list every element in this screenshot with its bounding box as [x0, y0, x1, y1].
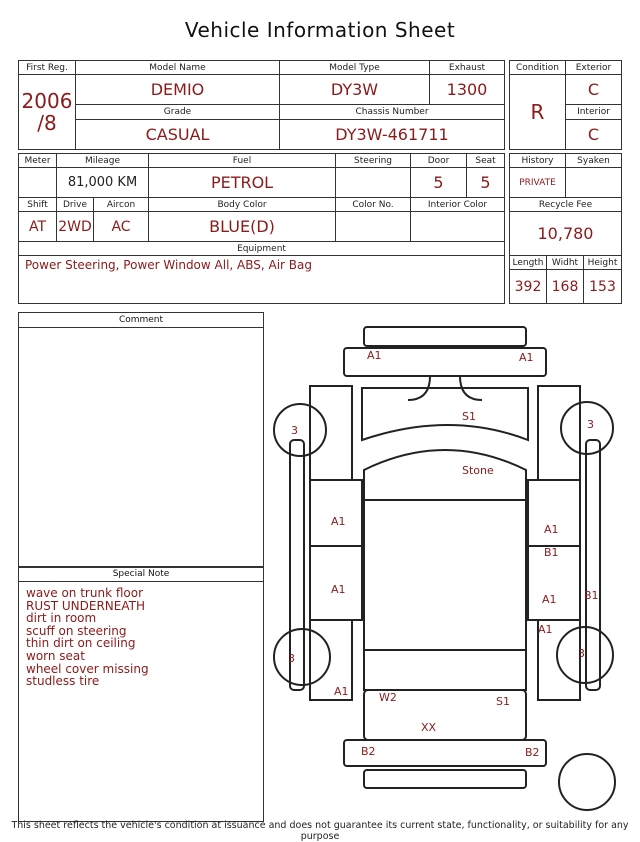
chassis-value: DY3W-461711: [280, 119, 505, 149]
mark-left-front-door: A1: [331, 515, 346, 528]
condition-table: [509, 60, 622, 150]
mark-left-quarter: A1: [334, 685, 349, 698]
mark-rear-bumper-right: B2: [525, 746, 540, 759]
special-note-label: Special Note: [19, 567, 263, 582]
hood-outline: [362, 388, 528, 440]
drive-label: Drive: [57, 198, 94, 212]
model-type-label: Model Type: [280, 61, 430, 75]
equipment-value: Power Steering, Power Window All, ABS, Air Bag: [19, 256, 505, 304]
first-reg-year: 2006: [21, 89, 73, 114]
mark-tailgate: XX: [421, 721, 437, 734]
front-grille-outline: [364, 327, 526, 346]
mark-right-rear-door: A1: [542, 593, 557, 606]
special-note-item: thin dirt on ceiling: [26, 636, 136, 651]
shift-label: Shift: [19, 198, 57, 212]
condition-label: Condition: [510, 61, 566, 75]
door-value: 5: [411, 168, 467, 198]
chassis-label: Chassis Number: [280, 105, 505, 119]
mark-rear-bumper-left: B2: [361, 745, 376, 758]
exhaust-value: 1300: [430, 75, 505, 105]
registration-table: [18, 60, 505, 150]
body-color-value: BLUE(D): [149, 212, 336, 242]
condition-value: R: [510, 75, 566, 150]
special-note-item: wave on trunk floor: [26, 586, 144, 600]
history-value: PRIVATE: [510, 168, 566, 198]
length-value: 392: [510, 270, 547, 304]
width-label: Widht: [547, 256, 584, 270]
mark-tire-front-right: 3: [587, 418, 594, 431]
special-note-item: scuff on steering: [26, 623, 127, 638]
fuel-value: PETROL: [149, 168, 336, 198]
disclaimer-footer: This sheet reflects the vehicle's condition at issuance and does not guarantee its current state, functionality, or suitability for any purpose: [11, 820, 629, 842]
meter-value: [19, 168, 57, 198]
mark-windshield: Stone: [462, 464, 494, 477]
roof-outline: [364, 500, 526, 650]
aircon-label: Aircon: [94, 198, 149, 212]
grade-value: CASUAL: [76, 119, 280, 149]
mark-hood: S1: [462, 410, 476, 423]
mileage-label: Mileage: [57, 154, 149, 168]
grade-label: Grade: [76, 105, 280, 119]
mark-front-bumper-left: A1: [367, 349, 382, 362]
color-no-value: [336, 212, 411, 242]
first-reg-value: [19, 75, 76, 150]
mark-right-quarter: A1: [538, 623, 553, 636]
door-label: Door: [411, 154, 467, 168]
exhaust-label: Exhaust: [430, 61, 505, 75]
equipment-label: Equipment: [19, 242, 505, 256]
car-damage-diagram: [268, 320, 630, 820]
interior-color-value: [411, 212, 505, 242]
height-label: Height: [584, 256, 622, 270]
special-note-item: RUST UNDERNEATH: [26, 598, 145, 613]
interior-color-label: Interior Color: [411, 198, 505, 212]
exterior-value: C: [566, 75, 622, 105]
mark-tire-rear-right: 3: [578, 647, 585, 660]
seat-value: 5: [467, 168, 505, 198]
length-label: Length: [510, 256, 547, 270]
width-value: 168: [547, 270, 584, 304]
mark-tire-rear-left: 3: [288, 652, 295, 665]
special-note-item: dirt in room: [26, 611, 97, 626]
steering-label: Steering: [336, 154, 411, 168]
interior-label: Interior: [566, 105, 622, 119]
mark-right-front-fender: A1: [544, 523, 559, 536]
color-no-label: Color No.: [336, 198, 411, 212]
left-fender-outline: [310, 386, 352, 480]
special-note-item: wheel cover missing: [26, 661, 149, 676]
special-note-item: worn seat: [26, 648, 85, 663]
mark-right-sill: B1: [544, 546, 559, 559]
special-note-list: [19, 582, 263, 688]
recycle-label: Recycle Fee: [510, 198, 622, 212]
left-front-door-outline: [310, 480, 362, 546]
comment-label: Comment: [19, 313, 263, 328]
mark-front-bumper-right: A1: [519, 351, 534, 364]
mark-left-rear-door: A1: [331, 583, 346, 596]
model-type-value: DY3W: [280, 75, 430, 105]
drive-value: 2WD: [57, 212, 94, 242]
syaken-label: Syaken: [566, 154, 622, 168]
spare-tire: [559, 754, 615, 810]
tire-rear-left: [274, 629, 330, 685]
right-fender-outline: [538, 386, 580, 480]
steering-value: [336, 168, 411, 198]
first-reg-month: /8: [37, 111, 57, 136]
shift-value: AT: [19, 212, 57, 242]
sheet-title: Vehicle Information Sheet: [184, 18, 456, 42]
model-name-value: DEMIO: [76, 75, 280, 105]
history-table: [509, 153, 622, 304]
comment-box: [18, 312, 264, 568]
mark-rear-glass: W2: [379, 691, 397, 704]
interior-value: C: [566, 119, 622, 149]
specs-table: [18, 153, 505, 304]
windshield-outline: [364, 450, 526, 500]
history-label: History: [510, 154, 566, 168]
syaken-value: [566, 168, 622, 198]
mark-tire-front-left: 3: [291, 424, 298, 437]
height-value: 153: [584, 270, 622, 304]
seat-label: Seat: [467, 154, 505, 168]
right-front-door-outline: [528, 480, 580, 546]
right-sill-outline: [586, 440, 600, 690]
first-reg-label: First Reg.: [19, 61, 76, 75]
exterior-label: Exterior: [566, 61, 622, 75]
body-color-label: Body Color: [149, 198, 336, 212]
rear-glass-outline: [364, 650, 526, 690]
special-note-item: studless tire: [26, 674, 100, 689]
recycle-value: 10,780: [510, 212, 622, 256]
meter-label: Meter: [19, 154, 57, 168]
mileage-value: 81,000 KM: [57, 168, 149, 198]
special-note-box: [18, 566, 264, 822]
tire-front-left: [274, 404, 326, 456]
rear-panel-outline: [364, 770, 526, 788]
mark-right-rear-fender: B1: [584, 589, 599, 602]
fuel-label: Fuel: [149, 154, 336, 168]
aircon-value: AC: [94, 212, 149, 242]
mark-rear-right-area: S1: [496, 695, 510, 708]
model-name-label: Model Name: [76, 61, 280, 75]
